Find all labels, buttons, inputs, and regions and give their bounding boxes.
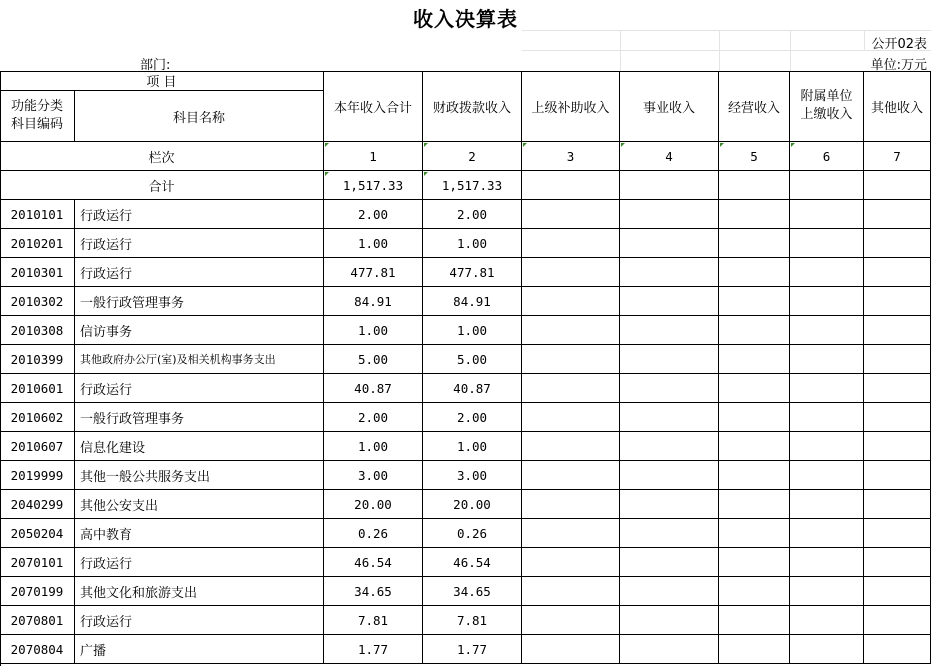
row-empty-cell <box>790 461 864 490</box>
cell-marker-icon <box>424 143 428 147</box>
column-number: 6 <box>790 142 864 171</box>
row-empty-cell <box>620 519 719 548</box>
column-number: 7 <box>864 142 931 171</box>
header-column: 上级补助收入 <box>522 71 620 142</box>
row-subject-name: 行政运行 <box>75 548 324 577</box>
row-empty-cell <box>522 490 620 519</box>
row-subject-name: 其他政府办公厅(室)及相关机构事务支出 <box>75 345 324 374</box>
total-value: 1,517.33 <box>324 171 423 200</box>
row-total: 477.81 <box>324 258 423 287</box>
row-fiscal: 20.00 <box>423 490 522 519</box>
header-column: 其他收入 <box>864 71 931 142</box>
cell-marker-icon <box>325 172 329 176</box>
row-subject-name: 行政运行 <box>75 374 324 403</box>
row-code: 2010607 <box>0 432 75 461</box>
cell-marker-icon <box>424 172 428 176</box>
row-empty-cell <box>790 287 864 316</box>
row-empty-cell <box>620 635 719 664</box>
row-empty-cell <box>864 229 931 258</box>
row-code: 2010601 <box>0 374 75 403</box>
row-empty-cell <box>522 316 620 345</box>
row-empty-cell <box>620 258 719 287</box>
row-code: 2010308 <box>0 316 75 345</box>
row-empty-cell <box>864 287 931 316</box>
row-total: 3.00 <box>324 461 423 490</box>
row-empty-cell <box>790 345 864 374</box>
row-empty-cell <box>719 432 790 461</box>
row-code: 2010301 <box>0 258 75 287</box>
row-empty-cell <box>864 519 931 548</box>
row-total: 2.00 <box>324 403 423 432</box>
row-empty-cell <box>522 548 620 577</box>
row-empty-cell <box>790 635 864 664</box>
cell-marker-icon <box>523 143 527 147</box>
row-empty-cell <box>790 374 864 403</box>
total-label: 合计 <box>0 171 324 200</box>
row-fiscal: 2.00 <box>423 200 522 229</box>
row-subject-name: 一般行政管理事务 <box>75 403 324 432</box>
row-empty-cell <box>620 200 719 229</box>
row-total: 2.00 <box>324 200 423 229</box>
grid-line <box>620 30 621 71</box>
grid-line <box>864 30 865 50</box>
department-label: 部门: <box>140 58 171 73</box>
row-code: 2070804 <box>0 635 75 664</box>
row-subject-name: 信息化建设 <box>75 432 324 461</box>
row-code: 2010602 <box>0 403 75 432</box>
cell-marker-icon <box>621 143 625 147</box>
header-func-code: 功能分类科目编码 <box>0 91 75 142</box>
row-empty-cell <box>864 258 931 287</box>
row-empty-cell <box>719 577 790 606</box>
cell-marker-icon <box>791 143 795 147</box>
row-total: 46.54 <box>324 548 423 577</box>
row-empty-cell <box>620 577 719 606</box>
row-empty-cell <box>790 258 864 287</box>
row-empty-cell <box>790 432 864 461</box>
row-empty-cell <box>790 403 864 432</box>
row-code: 2010101 <box>0 200 75 229</box>
row-empty-cell <box>719 316 790 345</box>
row-fiscal: 7.81 <box>423 606 522 635</box>
row-total: 1.00 <box>324 229 423 258</box>
row-empty-cell <box>864 432 931 461</box>
row-empty-cell <box>522 403 620 432</box>
grid-line <box>522 50 931 51</box>
row-subject-name: 一般行政管理事务 <box>75 287 324 316</box>
total-value <box>790 171 864 200</box>
row-fiscal: 84.91 <box>423 287 522 316</box>
form-number: 公开02表 <box>871 37 927 52</box>
total-value: 1,517.33 <box>423 171 522 200</box>
row-empty-cell <box>719 635 790 664</box>
row-subject-name: 高中教育 <box>75 519 324 548</box>
column-number: 5 <box>719 142 790 171</box>
row-empty-cell <box>522 577 620 606</box>
sheet-title: 收入决算表 <box>413 7 518 31</box>
header-subject-name: 科目名称 <box>75 91 324 142</box>
row-empty-cell <box>790 548 864 577</box>
row-total: 0.26 <box>324 519 423 548</box>
row-empty-cell <box>522 374 620 403</box>
unit-label: 单位:万元 <box>870 58 927 73</box>
row-empty-cell <box>864 316 931 345</box>
row-total: 7.81 <box>324 606 423 635</box>
row-fiscal: 40.87 <box>423 374 522 403</box>
row-empty-cell <box>522 229 620 258</box>
row-code: 2040299 <box>0 490 75 519</box>
row-empty-cell <box>719 287 790 316</box>
row-fiscal: 1.00 <box>423 229 522 258</box>
row-empty-cell <box>719 519 790 548</box>
row-fiscal: 477.81 <box>423 258 522 287</box>
row-empty-cell <box>864 403 931 432</box>
row-empty-cell <box>790 229 864 258</box>
row-empty-cell <box>620 548 719 577</box>
cell-marker-icon <box>720 143 724 147</box>
row-empty-cell <box>620 461 719 490</box>
row-fiscal: 1.77 <box>423 635 522 664</box>
total-value <box>719 171 790 200</box>
row-total: 84.91 <box>324 287 423 316</box>
row-empty-cell <box>522 519 620 548</box>
row-code: 2010201 <box>0 229 75 258</box>
row-empty-cell <box>522 635 620 664</box>
row-fiscal: 2.00 <box>423 403 522 432</box>
row-empty-cell <box>790 490 864 519</box>
row-empty-cell <box>719 258 790 287</box>
header-lanci: 栏次 <box>0 142 324 171</box>
total-value <box>522 171 620 200</box>
row-empty-cell <box>864 606 931 635</box>
row-total: 20.00 <box>324 490 423 519</box>
row-empty-cell <box>790 519 864 548</box>
row-total: 34.65 <box>324 577 423 606</box>
row-empty-cell <box>620 287 719 316</box>
row-empty-cell <box>620 374 719 403</box>
row-empty-cell <box>620 316 719 345</box>
row-empty-cell <box>620 432 719 461</box>
row-total: 5.00 <box>324 345 423 374</box>
row-empty-cell <box>719 229 790 258</box>
row-empty-cell <box>790 606 864 635</box>
row-code: 2010399 <box>0 345 75 374</box>
row-empty-cell <box>620 606 719 635</box>
row-subject-name: 其他文化和旅游支出 <box>75 577 324 606</box>
row-empty-cell <box>864 374 931 403</box>
row-empty-cell <box>719 548 790 577</box>
total-value <box>620 171 719 200</box>
grid-line <box>719 30 720 71</box>
row-total: 1.00 <box>324 316 423 345</box>
total-value <box>864 171 931 200</box>
row-empty-cell <box>620 403 719 432</box>
row-subject-name: 行政运行 <box>75 258 324 287</box>
column-number: 1 <box>324 142 423 171</box>
row-empty-cell <box>719 374 790 403</box>
header-column: 附属单位上缴收入 <box>790 71 864 142</box>
row-empty-cell <box>719 490 790 519</box>
header-xiangmu: 项 目 <box>0 71 324 91</box>
row-subject-name: 广播 <box>75 635 324 664</box>
row-empty-cell <box>790 200 864 229</box>
grid-line <box>522 30 931 31</box>
column-number: 3 <box>522 142 620 171</box>
row-empty-cell <box>719 606 790 635</box>
row-fiscal: 34.65 <box>423 577 522 606</box>
grid-line <box>790 30 791 71</box>
row-empty-cell <box>719 461 790 490</box>
row-subject-name: 其他一般公共服务支出 <box>75 461 324 490</box>
row-fiscal: 0.26 <box>423 519 522 548</box>
row-empty-cell <box>522 287 620 316</box>
row-subject-name: 行政运行 <box>75 229 324 258</box>
row-code: 2070801 <box>0 606 75 635</box>
row-empty-cell <box>522 432 620 461</box>
row-empty-cell <box>864 577 931 606</box>
row-empty-cell <box>790 577 864 606</box>
row-empty-cell <box>522 200 620 229</box>
row-total: 40.87 <box>324 374 423 403</box>
row-code: 2050204 <box>0 519 75 548</box>
row-fiscal: 1.00 <box>423 432 522 461</box>
row-subject-name: 信访事务 <box>75 316 324 345</box>
row-empty-cell <box>522 258 620 287</box>
row-fiscal: 3.00 <box>423 461 522 490</box>
header-column: 经营收入 <box>719 71 790 142</box>
row-subject-name: 其他公安支出 <box>75 490 324 519</box>
row-empty-cell <box>864 548 931 577</box>
row-empty-cell <box>719 345 790 374</box>
row-total: 1.77 <box>324 635 423 664</box>
column-number: 4 <box>620 142 719 171</box>
row-empty-cell <box>790 316 864 345</box>
row-code: 2019999 <box>0 461 75 490</box>
row-empty-cell <box>864 345 931 374</box>
header-column: 事业收入 <box>620 71 719 142</box>
row-empty-cell <box>522 345 620 374</box>
row-empty-cell <box>719 403 790 432</box>
row-code: 2070101 <box>0 548 75 577</box>
row-empty-cell <box>864 635 931 664</box>
row-total: 1.00 <box>324 432 423 461</box>
row-fiscal: 1.00 <box>423 316 522 345</box>
row-empty-cell <box>620 229 719 258</box>
cell-marker-icon <box>325 143 329 147</box>
row-code: 2010302 <box>0 287 75 316</box>
row-fiscal: 5.00 <box>423 345 522 374</box>
row-empty-cell <box>864 200 931 229</box>
header-column: 财政拨款收入 <box>423 71 522 142</box>
row-empty-cell <box>864 490 931 519</box>
row-empty-cell <box>864 461 931 490</box>
header-column: 本年收入合计 <box>324 71 423 142</box>
column-number: 2 <box>423 142 522 171</box>
row-empty-cell <box>620 345 719 374</box>
row-empty-cell <box>719 200 790 229</box>
row-fiscal: 46.54 <box>423 548 522 577</box>
row-subject-name: 行政运行 <box>75 200 324 229</box>
row-empty-cell <box>522 606 620 635</box>
row-empty-cell <box>522 461 620 490</box>
row-subject-name: 行政运行 <box>75 606 324 635</box>
row-empty-cell <box>620 490 719 519</box>
row-code: 2070199 <box>0 577 75 606</box>
